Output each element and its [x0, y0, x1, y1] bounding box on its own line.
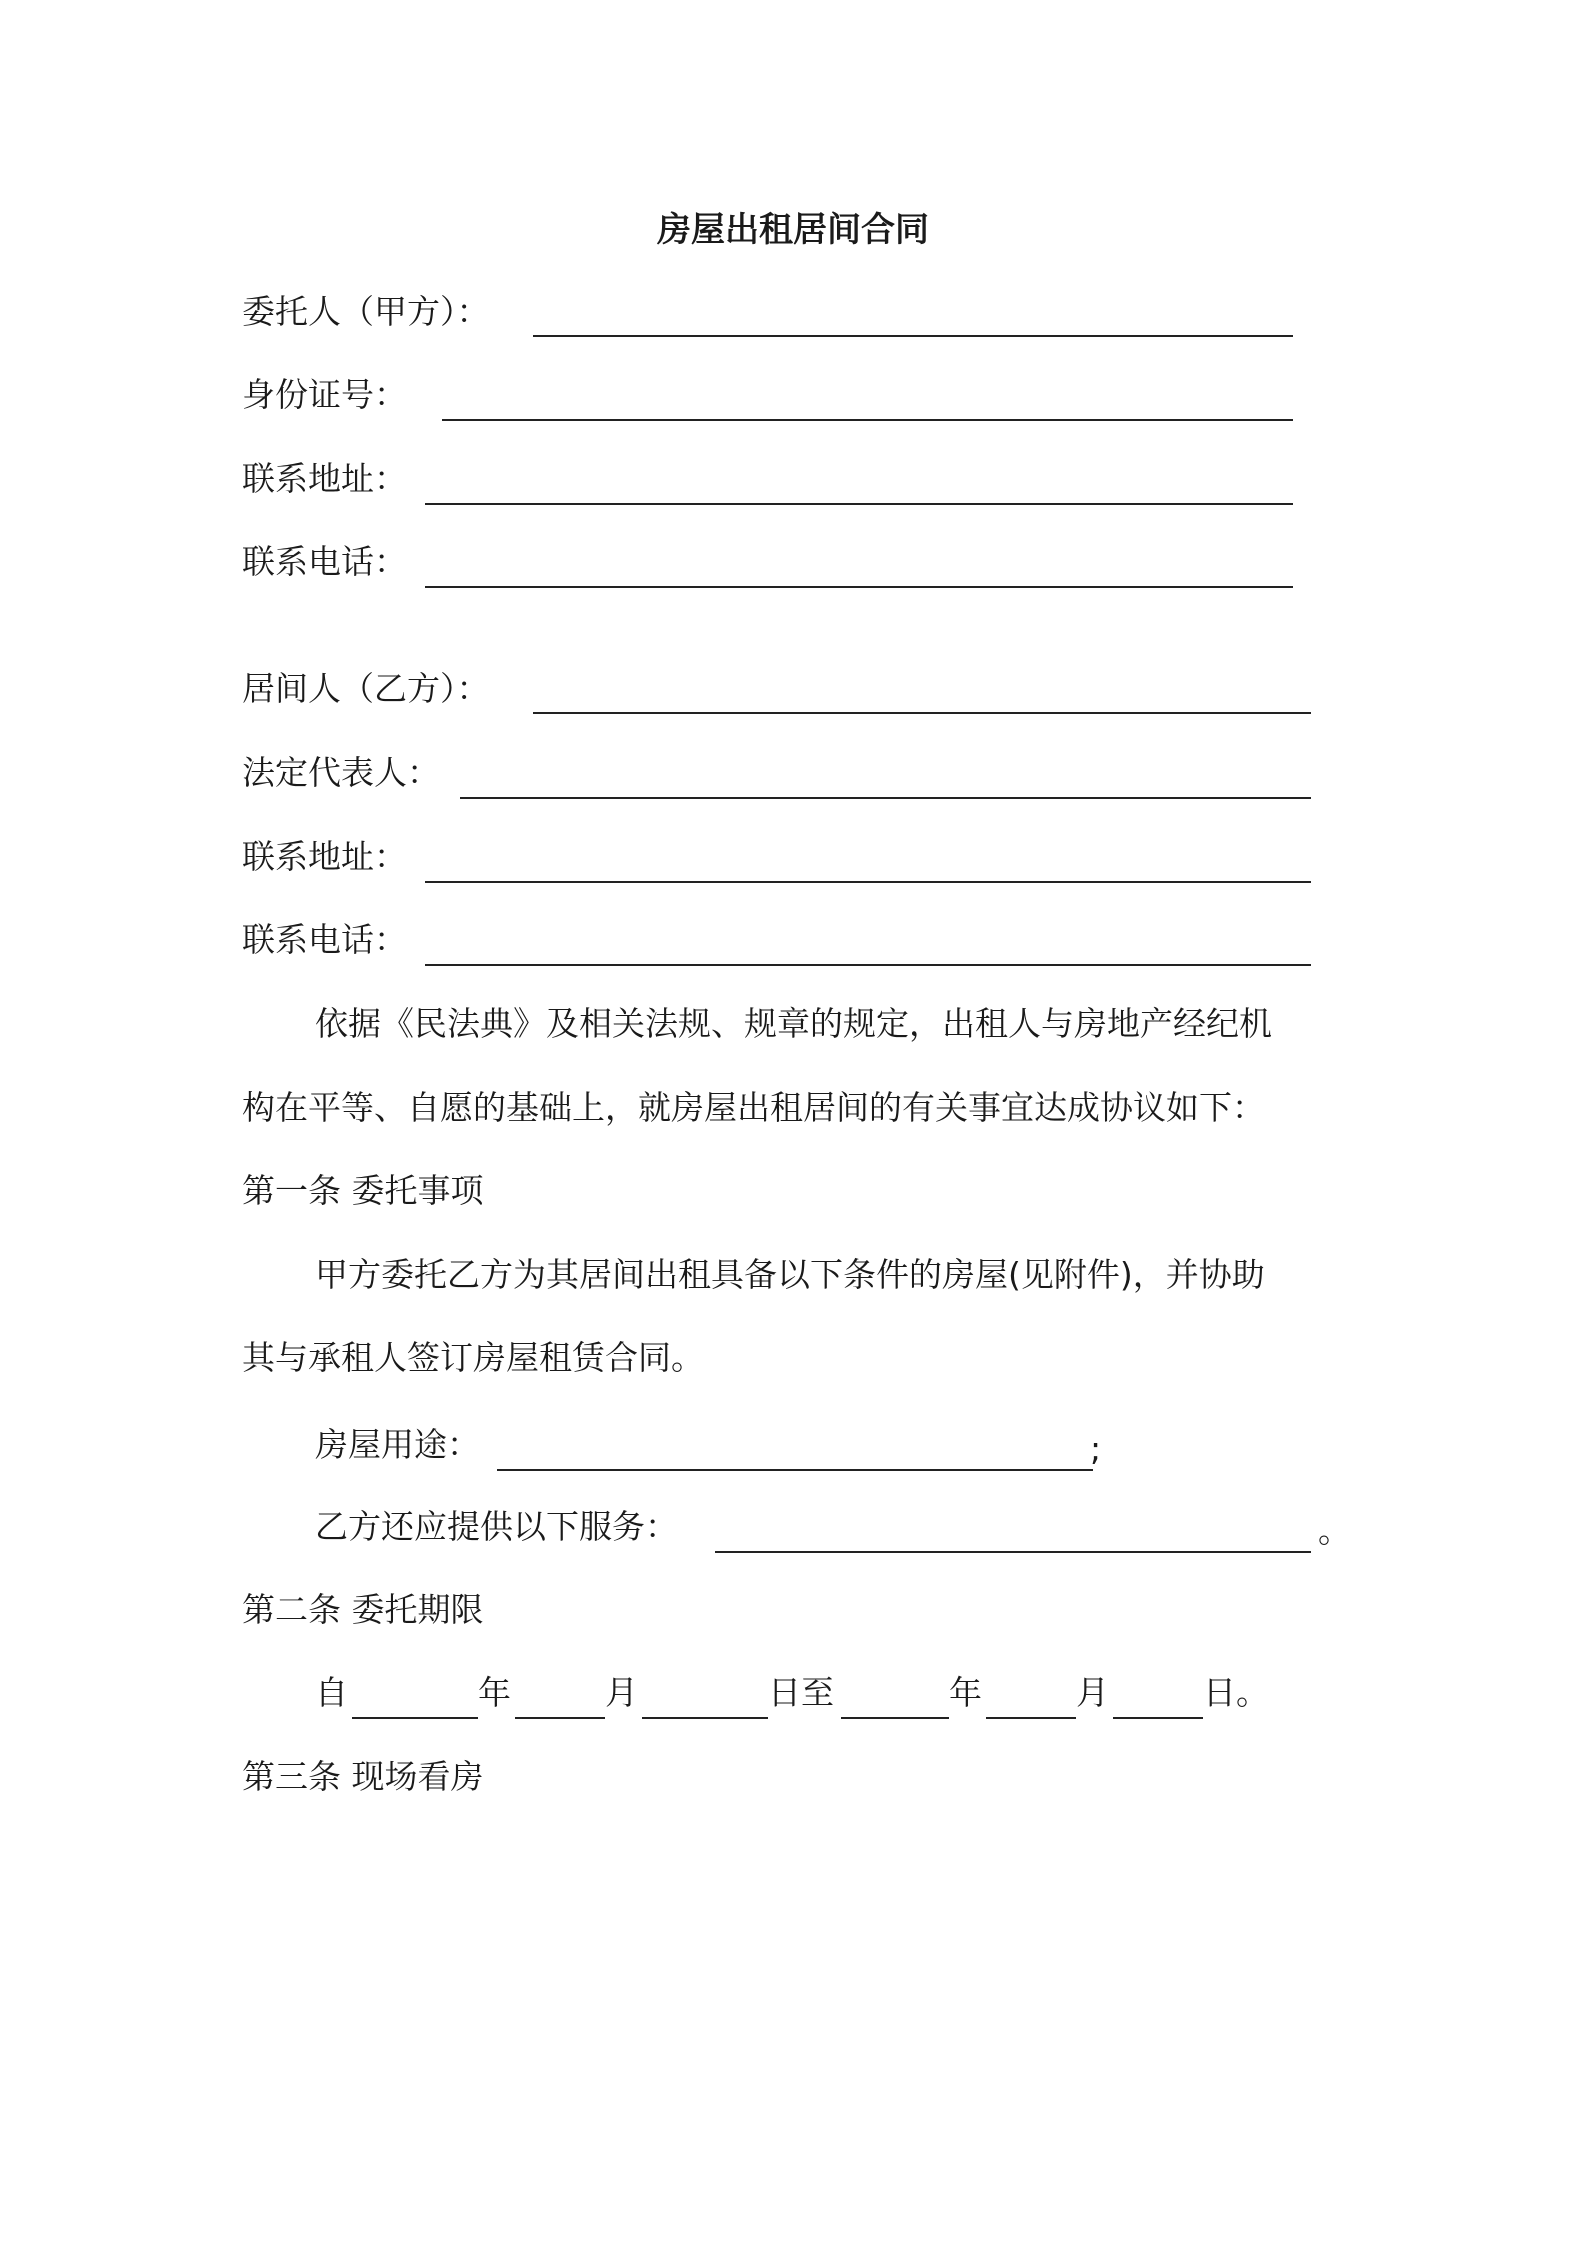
party-a-id-field[interactable] — [442, 419, 1293, 421]
party-b-address-label: 联系地址： — [242, 837, 407, 876]
party-b-phone-label: 联系电话： — [242, 920, 407, 959]
house-use-field[interactable] — [497, 1469, 1093, 1471]
party-a-address-label: 联系地址： — [242, 459, 407, 498]
intro-line-1: 依据《民法典》及相关法规、规章的规定，出租人与房地产经纪机 — [315, 1004, 1272, 1043]
period-day-to: 日至 — [768, 1673, 834, 1712]
party-b-address-field[interactable] — [425, 881, 1311, 883]
start-year-field[interactable] — [352, 1717, 478, 1719]
period-month-2: 月 — [1076, 1673, 1109, 1712]
extra-service-label: 乙方还应提供以下服务： — [315, 1507, 678, 1546]
article-1-heading: 第一条 委托事项 — [242, 1171, 484, 1210]
party-b-phone-field[interactable] — [425, 964, 1311, 966]
period-day-2: 日。 — [1203, 1673, 1269, 1712]
article-1-line-1: 甲方委托乙方为其居间出租具备以下条件的房屋(见附件)，并协助 — [315, 1255, 1265, 1294]
end-month-field[interactable] — [986, 1717, 1076, 1719]
house-use-end: ; — [1090, 1429, 1102, 1468]
party-a-phone-field[interactable] — [425, 586, 1293, 588]
extra-service-end: 。 — [1318, 1511, 1351, 1550]
party-a-address-field[interactable] — [425, 503, 1293, 505]
article-1-line-2: 其与承租人签订房屋租赁合同。 — [242, 1338, 704, 1377]
extra-service-field[interactable] — [715, 1551, 1311, 1553]
house-use-label: 房屋用途： — [315, 1425, 480, 1464]
party-b-rep-field[interactable] — [460, 797, 1311, 799]
party-a-phone-label: 联系电话： — [242, 542, 407, 581]
period-year-1: 年 — [478, 1673, 511, 1712]
period-from: 自 — [315, 1673, 348, 1712]
document-title: 房屋出租居间合同 — [657, 210, 929, 250]
period-year-2: 年 — [949, 1673, 982, 1712]
end-day-field[interactable] — [1113, 1717, 1203, 1719]
party-b-name-label: 居间人（乙方）： — [242, 669, 490, 708]
party-a-name-field[interactable] — [533, 335, 1293, 337]
party-a-name-label: 委托人（甲方）： — [242, 292, 490, 331]
end-year-field[interactable] — [841, 1717, 949, 1719]
party-b-rep-label: 法定代表人： — [242, 753, 440, 792]
period-month-1: 月 — [605, 1673, 638, 1712]
party-b-name-field[interactable] — [533, 712, 1311, 714]
party-a-id-label: 身份证号： — [242, 375, 407, 414]
start-day-field[interactable] — [642, 1717, 768, 1719]
intro-line-2: 构在平等、自愿的基础上，就房屋出租居间的有关事宜达成协议如下： — [242, 1088, 1265, 1127]
article-3-heading: 第三条 现场看房 — [242, 1757, 484, 1796]
article-2-heading: 第二条 委托期限 — [242, 1590, 484, 1629]
start-month-field[interactable] — [515, 1717, 605, 1719]
